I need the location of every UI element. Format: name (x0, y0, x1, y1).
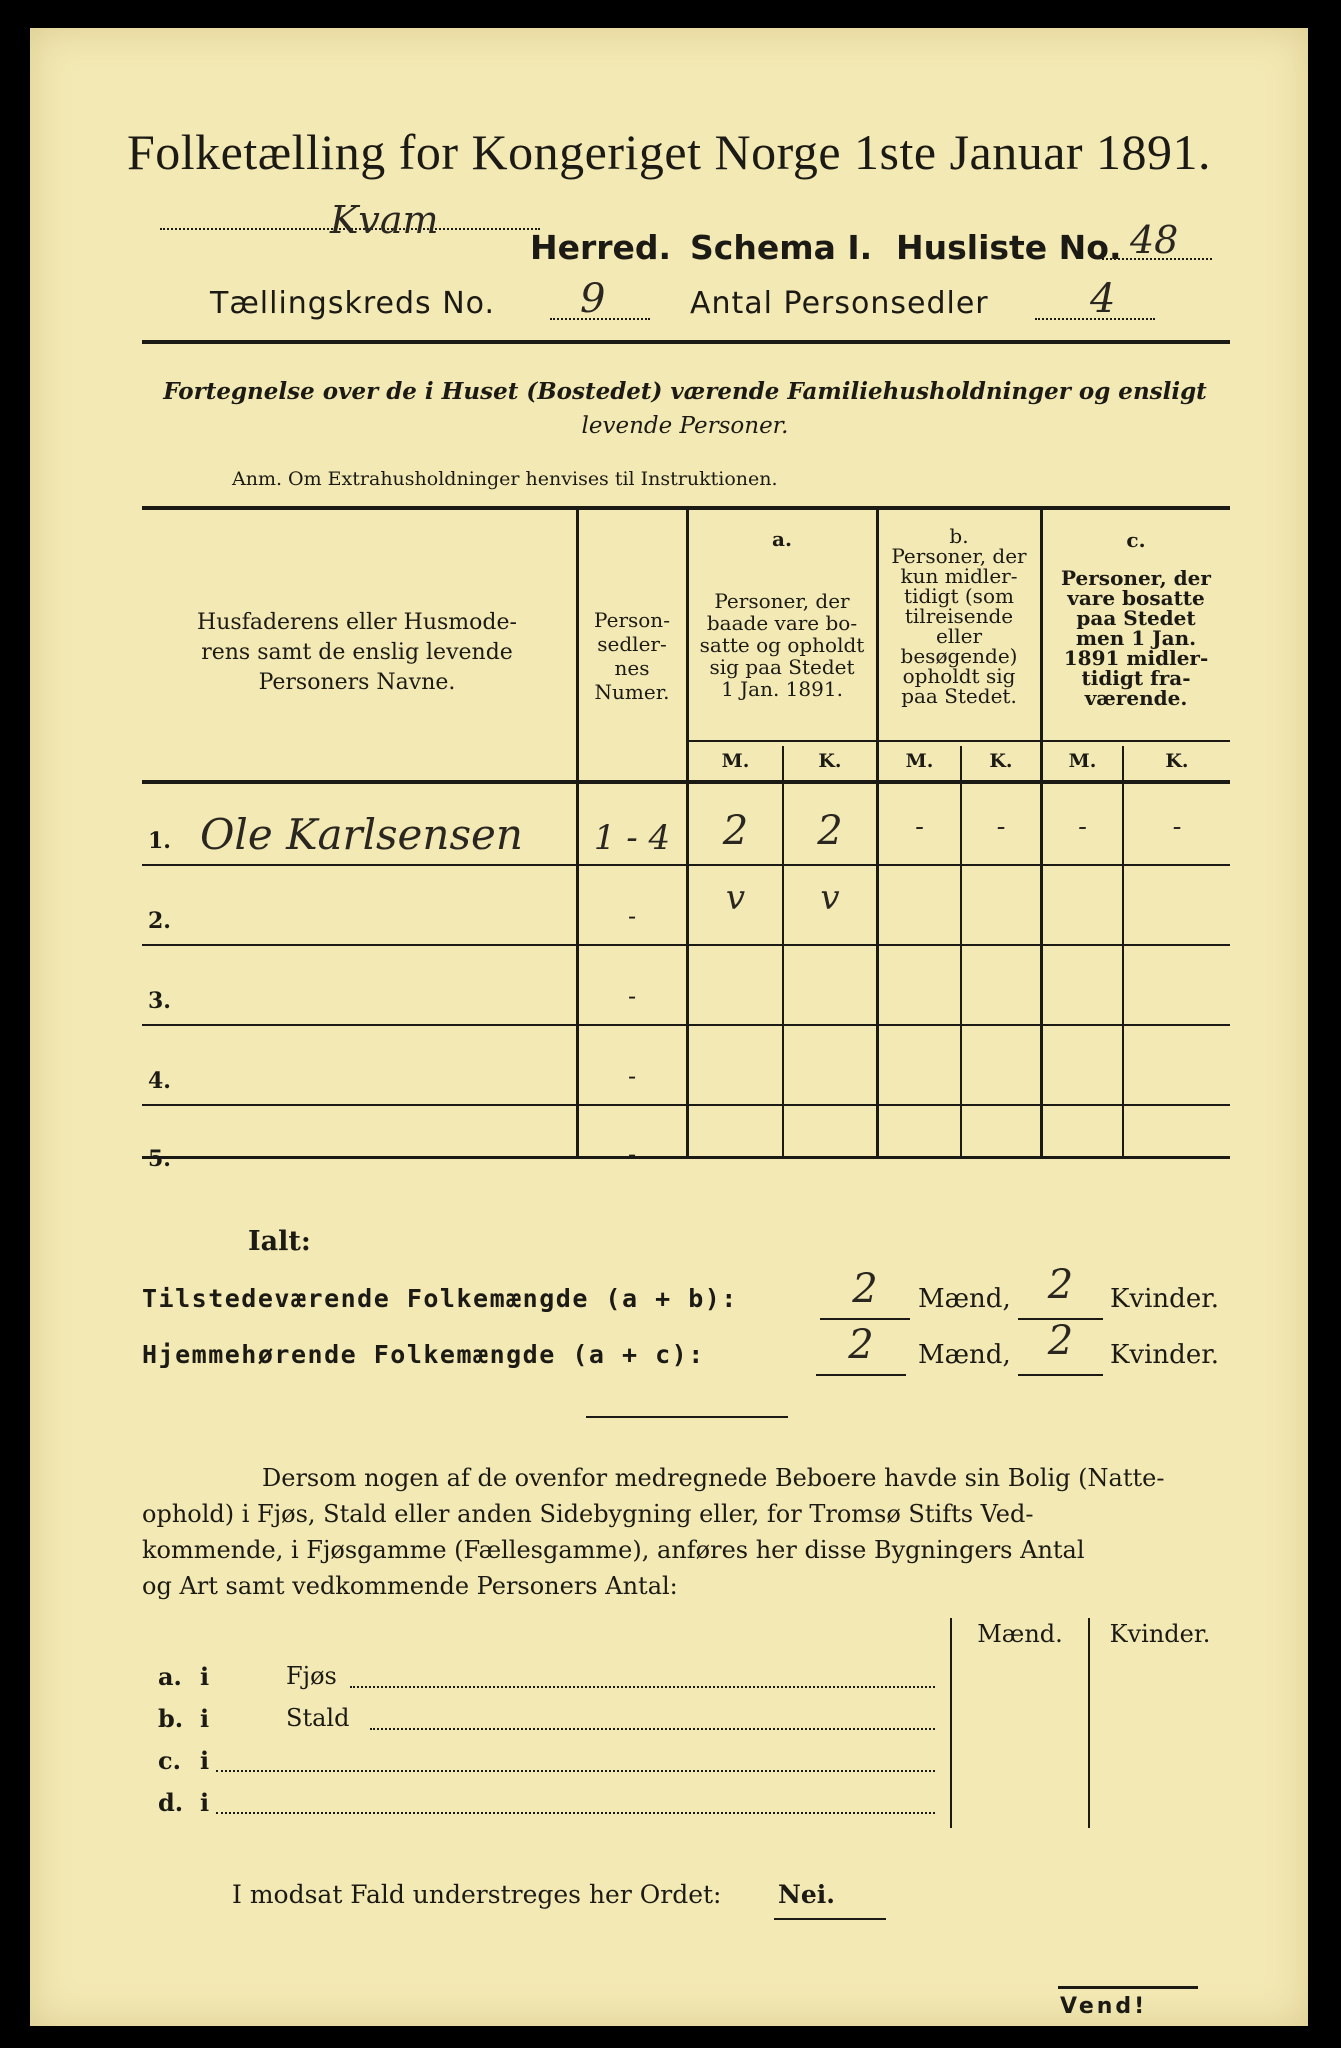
kreds-label: Tællingskreds No. (210, 286, 495, 321)
row-rule-3 (142, 1024, 1230, 1026)
hjemme-k-line (1018, 1374, 1103, 1376)
tilstede-k-value: 2 (1047, 1262, 1074, 1308)
row-rule-4 (142, 1104, 1230, 1106)
b-m-header: M. (905, 750, 934, 772)
bolig-item-d-letter: d. (158, 1788, 184, 1817)
bolig-item-b-dots (370, 1728, 935, 1730)
tilstede-maend-label: Mænd, (918, 1284, 1011, 1314)
row-1-c-m: - (1078, 812, 1087, 842)
vend-label: Vend! (1060, 1994, 1148, 2019)
row-rule-1 (142, 864, 1230, 866)
col-header-names: Husfaderens eller Husmode- rens samt de enslig levende Personers Navne. (197, 610, 517, 695)
row-3-number: 3. (148, 988, 171, 1014)
hjemme-m-value: 2 (848, 1322, 874, 1368)
vend-rule (1058, 1986, 1198, 1989)
hjemme-kvinder-label: Kvinder. (1110, 1340, 1220, 1370)
row-2-a-k: v (820, 878, 840, 918)
tilstede-m-line (820, 1318, 910, 1320)
census-form-page (30, 28, 1308, 2026)
row-5-numer: - (627, 1140, 637, 1168)
row-1-b-k: - (996, 812, 1006, 842)
row-1-number: 1. (148, 828, 171, 854)
intro-line-1: Fortegnelse over de i Huset (Bostedet) værende Familiehusholdninger og ensligt (163, 378, 1207, 405)
c-m-header: M. (1068, 750, 1097, 772)
row-4-numer: - (627, 1062, 637, 1090)
bolig-item-c-i: i (200, 1746, 210, 1775)
bolig-item-c-dots (216, 1770, 935, 1772)
bolig-item-a-i: i (200, 1662, 210, 1691)
b-k-header: K. (989, 750, 1013, 772)
bolig-item-c-letter: c. (158, 1746, 181, 1775)
col-divider-b-mk (960, 746, 962, 1156)
row-1-a-k: 2 (817, 808, 843, 854)
tilstede-label: Tilstedeværende Folkemængde (a + b): (142, 1284, 738, 1313)
tilstede-m-value: 2 (852, 1266, 878, 1312)
form-title: Folketælling for Kongeriget Norge 1ste Januar 1891. (126, 124, 1212, 180)
row-1-c-k: - (1172, 812, 1182, 842)
hjemme-k-value: 2 (1047, 1318, 1074, 1364)
col-header-numer: Person- sedler- nes Numer. (594, 608, 670, 704)
row-2-numer: - (627, 902, 637, 930)
separator-rule (586, 1416, 788, 1418)
row-rule-2 (142, 944, 1230, 946)
bolig-line-1: Dersom nogen af de ovenfor medregnede Beboere havde sin Bolig (Natte- (262, 1464, 1165, 1492)
antal-label: Antal Personsedler (690, 286, 989, 321)
row-5-number: 5. (148, 1146, 171, 1172)
herred-value: Kvam (330, 198, 439, 242)
row-1-name: Ole Karlsensen (200, 810, 523, 859)
row-3-numer: - (627, 982, 637, 1010)
herred-label: Herred. (530, 228, 672, 267)
modsat-text: I modsat Fald understreges her Ordet: (232, 1880, 722, 1909)
mk-top-rule (689, 740, 1230, 742)
nei-word: Nei. (778, 1880, 835, 1909)
husliste-value: 48 (1130, 218, 1179, 262)
hjemme-maend-label: Mænd, (918, 1340, 1011, 1370)
bolig-item-d-dots (216, 1812, 935, 1814)
header-rule (142, 340, 1230, 344)
kreds-value: 9 (580, 276, 606, 322)
bolig-item-d-i: i (200, 1788, 210, 1817)
bolig-kvinder-header: Kvinder. (1109, 1620, 1211, 1648)
bolig-item-b-label: Stald (286, 1704, 350, 1732)
bolig-item-a-letter: a. (158, 1662, 182, 1691)
hjemme-m-line (816, 1374, 906, 1376)
a-m-header: M. (721, 750, 750, 772)
anm-note: Anm. Om Extrahusholdninger henvises til Instruktionen. (232, 468, 778, 490)
row-4-number: 4. (148, 1068, 171, 1094)
row-1-b-m: - (915, 812, 924, 842)
bolig-col-divider-1 (950, 1618, 952, 1828)
intro-line-2: levende Personer. (581, 413, 789, 439)
col-header-a: a. Personer, der baade vare bo- satte og opholdt sig paa Stedet 1 Jan. 1891. (699, 527, 865, 701)
husliste-label: Husliste No. (896, 228, 1122, 267)
nei-underline (774, 1918, 886, 1920)
col-header-b: b. Personer, der kun midler- tidigt (som tilreisende eller besøgende) opholdt sig paa Stedet. (891, 524, 1027, 708)
c-k-header: K. (1165, 750, 1189, 772)
a-k-header: K. (818, 750, 842, 772)
bolig-item-a-dots (350, 1686, 935, 1688)
row-1-numer: 1 - 4 (593, 818, 671, 858)
bolig-item-a-label: Fjøs (286, 1662, 337, 1690)
bolig-item-b-letter: b. (158, 1704, 184, 1733)
col-header-c: c. Personer, der vare bosatte paa Stedet men 1 Jan. 1891 midler- tidigt fra- værende. (1061, 528, 1211, 710)
ialt-label: Ialt: (248, 1226, 311, 1257)
bolig-line-3: kommende, i Fjøsgamme (Fællesgamme), anføres her disse Bygningers Antal (142, 1536, 1085, 1564)
bolig-maend-header: Mænd. (977, 1620, 1063, 1648)
bolig-line-2: ophold) i Fjøs, Stald eller anden Sidebygning eller, for Tromsø Stifts Ved- (142, 1500, 1034, 1528)
row-2-a-m: v (725, 878, 746, 918)
bolig-item-b-i: i (200, 1704, 210, 1733)
col-divider-c-mk (1122, 746, 1124, 1156)
hjemme-label: Hjemmehørende Folkemængde (a + c): (142, 1340, 705, 1369)
schema-label: Schema I. (690, 228, 873, 267)
row-1-a-m: 2 (722, 808, 749, 854)
tilstede-kvinder-label: Kvinder. (1110, 1284, 1220, 1314)
row-2-number: 2. (148, 908, 171, 934)
bolig-col-divider-2 (1088, 1618, 1090, 1828)
antal-value: 4 (1090, 276, 1116, 322)
bolig-line-4: og Art samt vedkommende Personers Antal: (142, 1572, 678, 1600)
